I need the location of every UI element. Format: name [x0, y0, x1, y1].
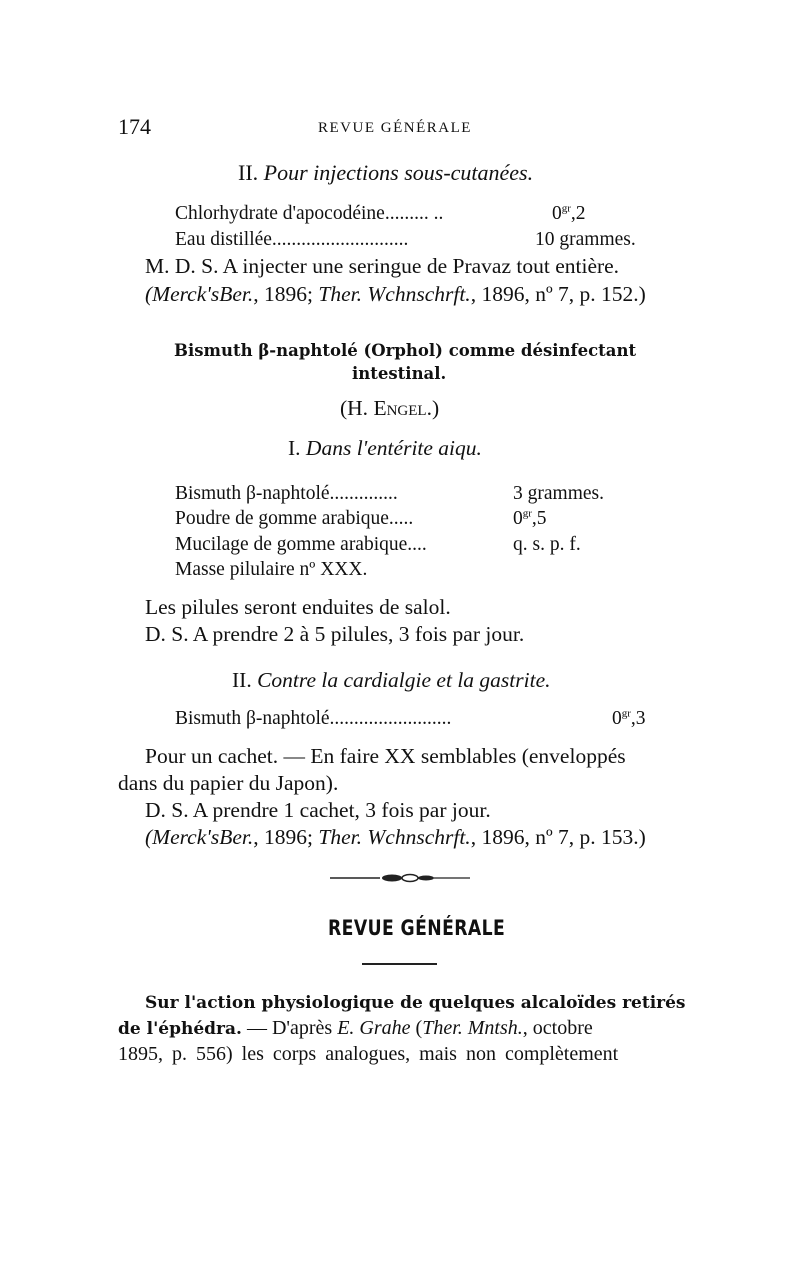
rx-line-qty: $0^{gr},3$	[612, 707, 646, 729]
running-title: REVUE GÉNÉRALE	[318, 120, 472, 136]
rx-line-qty: 3 grammes.	[513, 483, 604, 504]
reference: (Merck'sBer., 1896; Ther. Wchnschrft., 1896, nº 7, p. 153.)	[145, 825, 646, 849]
rx-line-item: Poudre de gomme arabique.....	[175, 508, 414, 529]
rx-line-item: Masse pilulaire nº XXX.	[175, 559, 368, 580]
rx-line-qty: 10 grammes.	[535, 229, 636, 250]
paragraph: dans du papier du Japon).	[118, 771, 339, 795]
rx-line-qty: q. s. p. f.	[513, 534, 581, 555]
ornament-divider	[330, 872, 470, 884]
paragraph: D. S. A prendre 1 cachet, 3 fois par jour.	[145, 798, 491, 822]
revue-line3: 1895, p. 556) les corps analogues, mais non complètement	[118, 1043, 619, 1065]
subsection-title: I. Dans l'entérite aiqu.	[288, 436, 482, 460]
paragraph: D. S. A prendre 2 à 5 pilules, 3 fois par jour.	[145, 622, 525, 646]
section-title	[238, 160, 533, 186]
rx-line-item: Chlorhydrate d'apocodéine......... ..	[175, 203, 444, 224]
revue-lead-line2: de l'éphédra. — D'après E. Grahe (Ther. Mntsh., octobre	[118, 1017, 593, 1039]
page-number: 174	[118, 114, 151, 139]
revue-title: REVUE GÉNÉRALE	[328, 916, 506, 940]
paragraph: Pour un cachet. — En faire XX semblables (enveloppés	[145, 744, 626, 768]
rx-line-item: Mucilage de gomme arabique....	[175, 534, 427, 555]
rx-line-item: Bismuth β-naphtolé..............	[175, 483, 398, 504]
article-heading: Bismuth β-naphtolé (Orphol) comme désinfectant	[174, 341, 637, 360]
reference: (Merck'sBer., 1896; Ther. Wchnschrft., 1896, nº 7, p. 152.)	[145, 282, 646, 306]
revue-lead-heading: Sur l'action physiologique de quelques alcaloïdes retirés	[145, 993, 686, 1013]
rx-line-item: Bismuth β-naphtolé.........................	[175, 708, 452, 729]
rx-line-item: Eau distillée............................	[175, 229, 409, 250]
rx-line-qty: $0^{gr},2$	[552, 202, 586, 224]
subsection-title: II. Contre la cardialgie et la gastrite.	[232, 668, 551, 692]
title-rule	[362, 963, 437, 965]
instruction-text: M. D. S. A injecter une seringue de Pravaz tout entière.	[145, 254, 620, 278]
article-author: (H. Engel.)	[340, 396, 440, 420]
paragraph: Les pilules seront enduites de salol.	[145, 595, 451, 619]
section-number: II.	[238, 160, 259, 185]
article-heading-line2: intestinal.	[352, 364, 447, 383]
rx-line-qty: $0^{gr},5$	[513, 507, 547, 529]
section-title-text: Pour injections sous-cutanées.	[263, 160, 534, 185]
